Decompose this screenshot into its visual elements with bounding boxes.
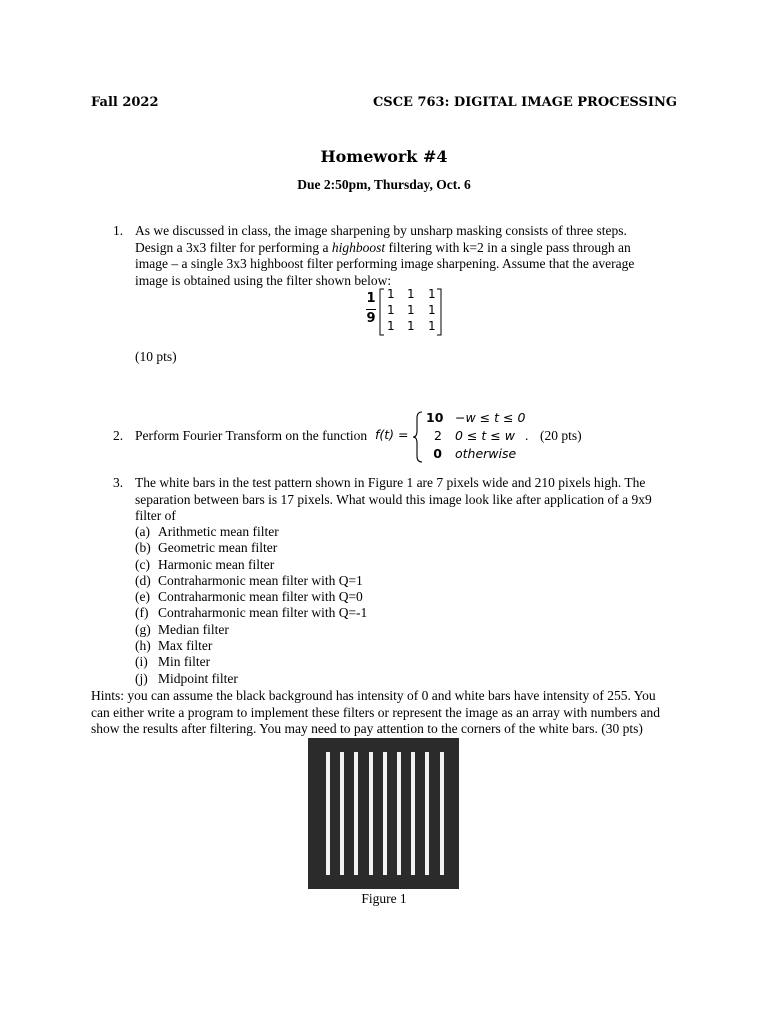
matrix-cell: 1 xyxy=(407,287,415,301)
matrix-cell: 1 xyxy=(428,303,436,317)
left-bracket xyxy=(378,288,386,336)
q1-line-part: filtering with k=2 in a single pass through an xyxy=(388,239,631,255)
fraction-numerator: 1 xyxy=(366,291,376,306)
list-item xyxy=(135,638,367,654)
matrix-cell: 1 xyxy=(428,319,436,333)
option-label: (a) xyxy=(135,524,150,539)
q1-line xyxy=(135,240,678,257)
piecewise-brace xyxy=(412,410,424,464)
hints-line: Hints: you can assume the black background has intensity of 0 and white bars have intensity of 255. You xyxy=(91,688,656,703)
hints-line: can either write a program to implement these filters or represent the image as an array with numbers and xyxy=(91,704,661,720)
option-text: Contraharmonic mean filter with Q=1 xyxy=(158,572,363,588)
q2-function-lhs: f(t) = xyxy=(375,427,409,442)
q1-line: image is obtained using the filter shown below: xyxy=(135,272,392,288)
matrix-cell: 1 xyxy=(407,319,415,333)
q3-line: filter of xyxy=(135,508,176,523)
matrix-cell: 1 xyxy=(428,287,436,301)
q1-highboost-term: highboost xyxy=(331,239,386,255)
case-value: 10 xyxy=(426,410,444,425)
option-text: Arithmetic mean filter xyxy=(158,524,279,539)
right-bracket xyxy=(435,288,443,336)
list-item xyxy=(135,540,367,556)
case-value: 2 xyxy=(434,428,442,443)
fraction-denominator: 9 xyxy=(366,311,376,326)
option-text: Min filter xyxy=(158,654,211,670)
matrix-cell: 1 xyxy=(387,303,395,317)
q3-line: The white bars in the test pattern shown in Figure 1 are 7 pixels wide and 210 pixels high. The xyxy=(135,475,646,490)
list-item xyxy=(135,557,367,573)
q2-number: 2. xyxy=(113,428,124,443)
q3-line: separation between bars is 17 pixels. What would this image look like after application of a 9x9 xyxy=(135,491,652,507)
option-text: Midpoint filter xyxy=(158,670,238,686)
q3-options-list xyxy=(135,524,367,687)
case-value: 0 xyxy=(433,446,442,461)
due-date: Due 2:50pm, Thursday, Oct. 6 xyxy=(297,177,471,192)
list-item xyxy=(135,573,367,589)
q1-number: 1. xyxy=(113,223,124,238)
q1-line-part: Design a 3x3 filter for performing a xyxy=(135,239,329,255)
q1-points: (10 pts) xyxy=(135,349,177,364)
option-label: (g) xyxy=(135,621,151,637)
option-label: (e) xyxy=(135,589,150,605)
matrix-cell: 1 xyxy=(407,303,415,317)
option-text: Contraharmonic mean filter with Q=-1 xyxy=(158,605,368,621)
hints-paragraph xyxy=(91,688,678,738)
q3-text xyxy=(135,475,678,525)
white-bar xyxy=(397,752,401,875)
white-bar xyxy=(440,752,444,875)
list-item xyxy=(135,589,367,605)
fraction-bar xyxy=(366,309,376,310)
white-bar xyxy=(354,752,358,875)
option-label: (b) xyxy=(135,540,151,556)
option-text: Harmonic mean filter xyxy=(158,556,275,572)
q1-line: image – a single 3x3 highboost filter performing image sharpening. Assume that the average xyxy=(135,256,635,271)
list-item xyxy=(135,671,367,687)
list-item xyxy=(135,605,367,621)
option-label: (f) xyxy=(135,605,149,621)
matrix-cell: 1 xyxy=(387,287,395,301)
case-condition: −w ≤ t ≤ 0 xyxy=(455,410,526,425)
option-label: (d) xyxy=(135,572,151,588)
white-bar xyxy=(369,752,373,875)
white-bar xyxy=(383,752,387,875)
option-text: Max filter xyxy=(158,638,213,654)
list-item xyxy=(135,524,367,540)
option-label: (h) xyxy=(135,638,151,654)
figure-caption: Figure 1 xyxy=(361,891,407,906)
averaging-filter-matrix xyxy=(365,287,445,337)
header-course-term: Fall 2022 xyxy=(91,95,159,110)
option-text: Median filter xyxy=(158,621,229,637)
q2-period: . xyxy=(525,428,529,443)
q2-text: Perform Fourier Transform on the function xyxy=(135,428,368,443)
q2-points: (20 pts) xyxy=(540,428,582,443)
list-item xyxy=(135,622,367,638)
white-bar xyxy=(411,752,415,875)
option-label: (j) xyxy=(135,670,148,686)
case-condition: 0 ≤ t ≤ w xyxy=(455,428,515,443)
q1-line: As we discussed in class, the image sharpening by unsharp masking consists of three steps. xyxy=(135,223,627,238)
case-condition: otherwise xyxy=(455,446,517,461)
test-pattern-figure xyxy=(308,738,459,889)
q3-number: 3. xyxy=(113,475,124,490)
option-label: (i) xyxy=(135,654,148,670)
white-bar xyxy=(425,752,429,875)
option-text: Geometric mean filter xyxy=(158,540,278,556)
hints-line: show the results after filtering. You may need to pay attention to the corners of the white bars. (30 pts) xyxy=(91,721,643,736)
option-text: Contraharmonic mean filter with Q=0 xyxy=(158,589,363,605)
matrix-cell: 1 xyxy=(387,319,395,333)
q1-text xyxy=(135,223,678,289)
white-bar xyxy=(340,752,344,875)
white-bar xyxy=(326,752,330,875)
header-course-title: CSCE 763: DIGITAL IMAGE PROCESSING xyxy=(372,95,677,110)
list-item xyxy=(135,654,367,670)
option-label: (c) xyxy=(135,556,150,572)
page-title: Homework #4 xyxy=(320,147,448,166)
